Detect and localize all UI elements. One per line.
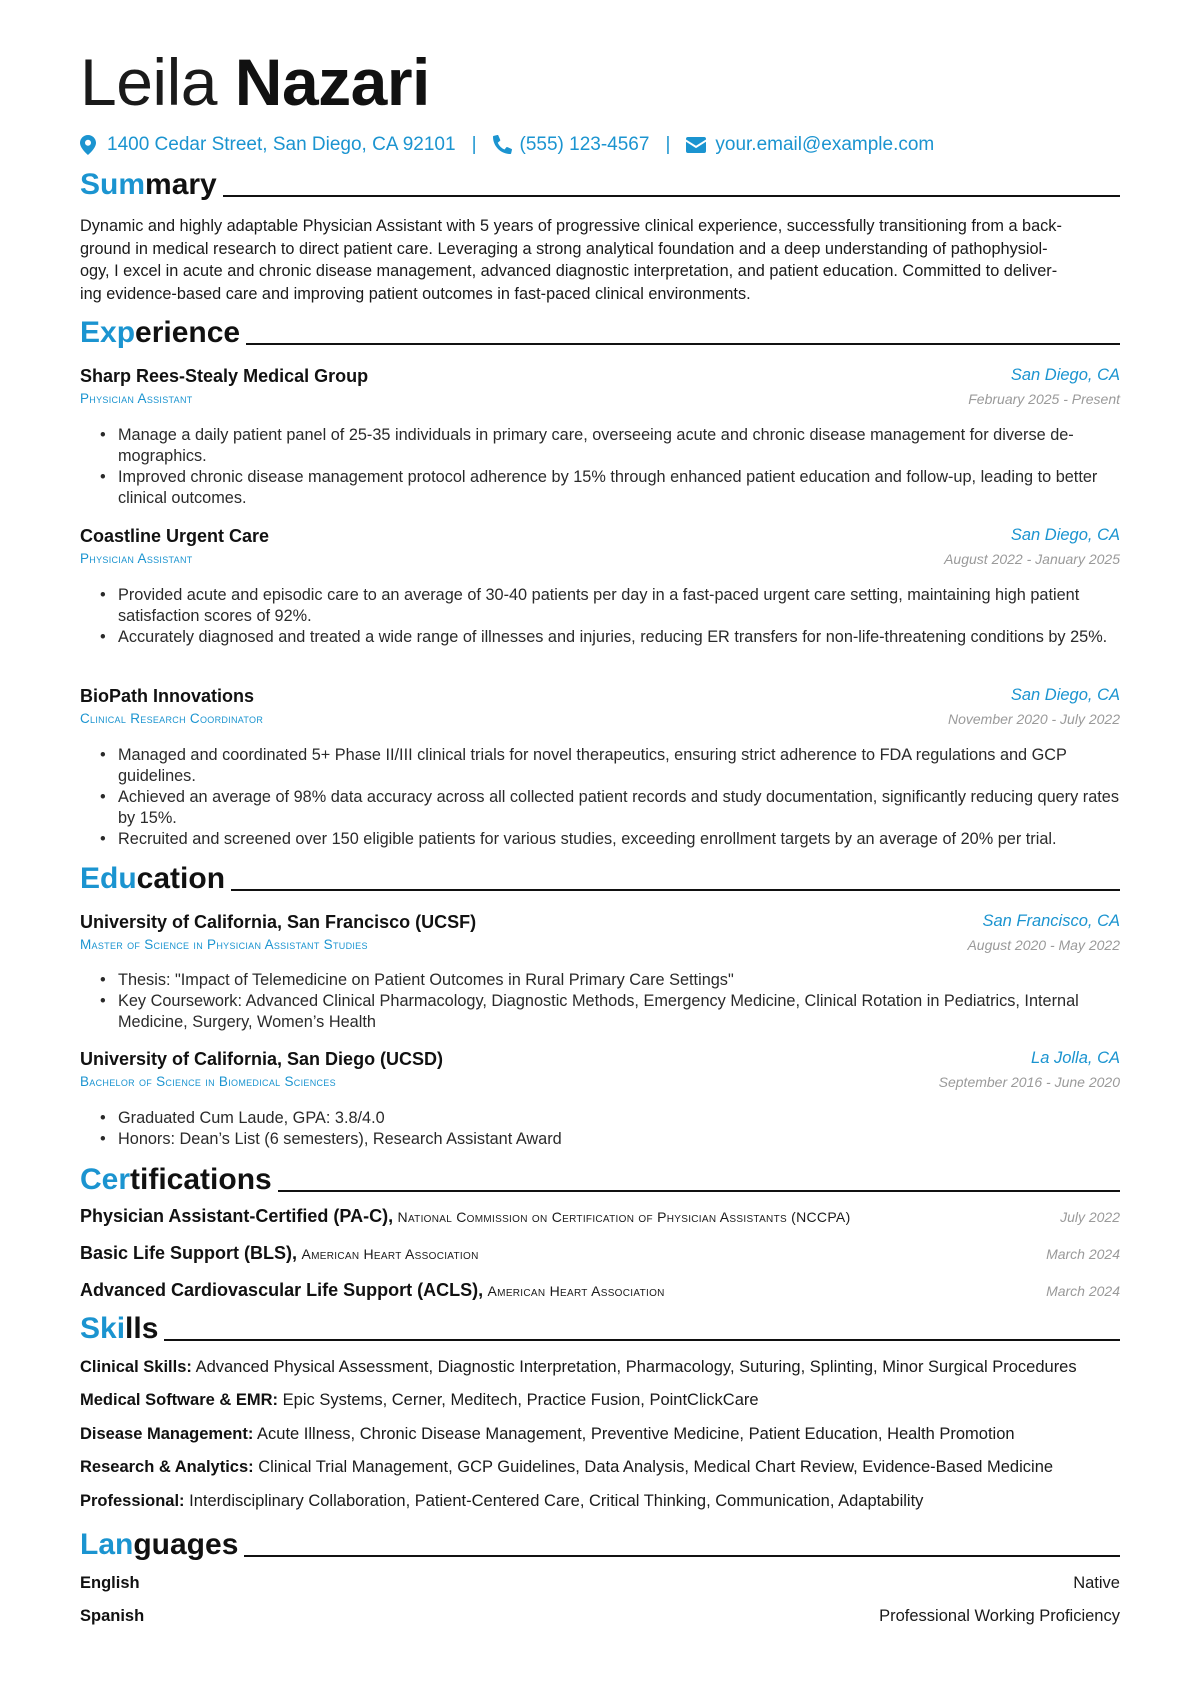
experience-dates: November 2020 - July 2022 [948,711,1120,727]
last-name: Nazari [234,45,430,119]
email-link[interactable]: your.email@example.com [715,134,935,155]
experience-dates: August 2022 - January 2025 [944,551,1120,567]
section-rule [244,1555,1120,1557]
section-experience-heading: Experience [80,316,1120,350]
section-rule [223,195,1120,197]
list-item: • Key Coursework: Advanced Clinical Pharmacology, Diagnostic Methods, Emergency Medicine, Clinical Rotation in Pediatrics, Internal Medicine, Surgery, Women’s Health [100,991,1120,1033]
list-item: • Provided acute and episodic care to an average of 30-40 patients per day in a fast-paced urgent care setting, maintaining high patient satisfaction scores of 92%. [100,585,1120,627]
list-item: • Honors: Dean’s List (6 semesters), Research Assistant Award [100,1129,1120,1150]
list-item: • Achieved an average of 98% data accuracy across all collected patient records and study documentation, significantly reducing query rates by 15%. [100,787,1120,829]
skill-value: Advanced Physical Assessment, Diagnostic Interpretation, Pharmacology, Suturing, Splinting, Minor Surgical Procedures [195,1358,1077,1376]
contact-line [80,134,934,156]
certification-org: American Heart Association [301,1246,479,1262]
skill-value: Interdisciplinary Collaboration, Patient-Centered Care, Critical Thinking, Communication, Adaptability [189,1492,924,1510]
skill-label: Medical Software & EMR: [80,1391,279,1409]
section-skills-heading: Skills [80,1312,1120,1346]
certification-name: Basic Life Support (BLS) [80,1243,293,1263]
education-bullets [100,970,1120,1033]
section-rule [246,343,1120,345]
section-education-heading: Education [80,862,1120,896]
skill-row [80,1425,1120,1444]
experience-bullets [100,745,1120,850]
contact-separator: | [471,134,477,155]
skill-value: Clinical Trial Management, GCP Guidelines, Data Analysis, Medical Chart Review, Evidence-Based Medicine [258,1458,1054,1476]
experience-location: San Diego, CA [1010,366,1120,384]
section-summary-heading: Summary [80,168,1120,202]
education-location: San Francisco, CA [982,912,1120,930]
education-bullets [100,1108,1120,1150]
education-degree: Master of Science in Physician Assistant Studies [80,937,368,952]
education-dates: August 2020 - May 2022 [967,937,1120,953]
certification-item: Advanced Cardiovascular Life Support (ACLS), American Heart Association [80,1280,665,1300]
experience-bullets [100,425,1120,509]
list-item: • Improved chronic disease management protocol adherence by 15% through enhanced patient education and follow-up, leading to better clinical outcomes. [100,467,1120,509]
skill-value: Acute Illness, Chronic Disease Management, Preventive Medicine, Patient Education, Health Promotion [257,1425,1015,1443]
summary-text: Dynamic and highly adaptable Physician Assistant with 5 years of progressive clinical experience, successfully transitioning from a back- ground in medical research to direct patient care. Leveraging a strong analytical foundation and a deep understanding of pathophysiol- ogy, I excel in acute and chronic disease management, advanced diagnostic interpretation, and patient education. Committed to deliver- ing evidence-based care and improving patient outcomes in fast-paced clinical environments. [80,217,1062,303]
list-item: • Graduated Cum Laude, GPA: 3.8/4.0 [100,1108,1120,1129]
list-item: • Manage a daily patient panel of 25-35 individuals in primary care, overseeing acute and chronic disease management for diverse de-mographics. [100,425,1120,467]
language-level: Native [1073,1574,1120,1592]
experience-dates: February 2025 - Present [968,391,1120,407]
address-text: 1400 Cedar Street, San Diego, CA 92101 [107,134,456,155]
map-marker-icon [80,135,98,155]
list-item: • Thesis: "Impact of Telemedicine on Patient Outcomes in Rural Primary Care Settings" [100,970,1120,991]
certification-item: Physician Assistant-Certified (PA-C), National Commission on Certification of Physician Assistants (NCCPA) [80,1206,851,1226]
experience-org: Sharp Rees-Stealy Medical Group [80,366,369,386]
experience-role: Physician Assistant [80,551,193,566]
skill-row [80,1458,1120,1477]
certification-date: July 2022 [1060,1209,1120,1225]
experience-location: San Diego, CA [1010,686,1120,704]
experience-role: Physician Assistant [80,391,193,406]
experience-location: San Diego, CA [1010,526,1120,544]
education-location: La Jolla, CA [1031,1049,1120,1067]
experience-bullets [100,585,1120,648]
certification-name: Advanced Cardiovascular Life Support (ACLS) [80,1280,479,1300]
list-item: • Recruited and screened over 150 eligible patients for various studies, exceeding enrollment targets by an average of 20% per trial. [100,829,1120,850]
section-rule [278,1190,1120,1192]
envelope-icon [686,135,706,155]
certification-org: National Commission on Certification of Physician Assistants (NCCPA) [397,1209,851,1225]
phone-text: (555) 123-4567 [519,134,650,155]
certification-name: Physician Assistant-Certified (PA-C) [80,1206,389,1226]
skill-row [80,1391,1120,1410]
section-languages-heading: Languages [80,1528,1120,1562]
education-school: University of California, San Diego (UCSD) [80,1049,444,1069]
skill-value: Epic Systems, Cerner, Meditech, Practice Fusion, PointClickCare [282,1391,759,1409]
section-rule [164,1339,1120,1341]
experience-org: Coastline Urgent Care [80,526,270,546]
education-degree: Bachelor of Science in Biomedical Sciences [80,1074,336,1089]
education-school: University of California, San Francisco (UCSF) [80,912,477,932]
candidate-name [80,44,430,120]
experience-role: Clinical Research Coordinator [80,711,264,726]
list-item: • Accurately diagnosed and treated a wide range of illnesses and injuries, reducing ER transfers for non-life-threatening conditions by 25%. [100,627,1120,648]
skill-label: Research & Analytics: [80,1458,254,1476]
first-name: Leila [80,45,217,119]
language-name: English [80,1574,140,1592]
phone-icon [493,135,511,155]
skill-label: Clinical Skills: [80,1358,192,1376]
certification-item: Basic Life Support (BLS), American Heart Association [80,1243,479,1263]
list-item: • Managed and coordinated 5+ Phase II/III clinical trials for novel therapeutics, ensuring strict adherence to FDA regulations and GCP guidelines. [100,745,1120,787]
language-level: Professional Working Proficiency [879,1607,1120,1625]
certification-date: March 2024 [1046,1283,1120,1299]
contact-separator: | [665,134,671,155]
certification-date: March 2024 [1046,1246,1120,1262]
language-name: Spanish [80,1607,145,1625]
section-rule [231,889,1120,891]
section-certifications-heading: Certifications [80,1163,1120,1197]
skill-row [80,1358,1120,1377]
certification-org: American Heart Association [487,1283,665,1299]
skill-label: Professional: [80,1492,185,1510]
experience-org: BioPath Innovations [80,686,255,706]
skill-label: Disease Management: [80,1425,254,1443]
education-dates: September 2016 - June 2020 [938,1074,1120,1090]
skill-row [80,1492,1120,1511]
